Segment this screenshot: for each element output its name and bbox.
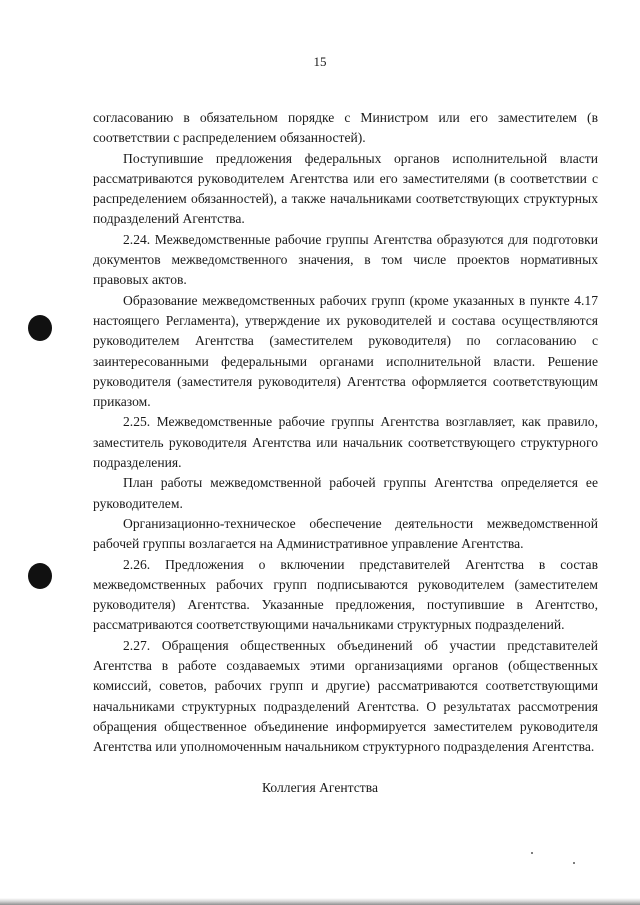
scan-speck xyxy=(531,852,533,854)
paragraph-2-27: 2.27. Обращения общественных объединений об участии представителей Агентства в работе создаваемых этими организациями органов (общественных комиссий, советов, рабочих групп и другие) рассматриваются соответствующими начальниками структурных подразделений Агентства. О результатах рассмотрения обращения общественное объединение информируется заместителем руководителя Агентства или уполномоченным начальником структурного подразделения Агентства. xyxy=(93,637,598,755)
paragraph-2-25: 2.25. Межведомственные рабочие группы Агентства возглавляет, как правило, заместитель руководителя Агентства или начальник соответствующего структурного подразделения. xyxy=(93,414,598,471)
paragraph-2-26: 2.26. Предложения о включении представителей Агентства в состав межведомственных рабочих групп подписываются руководителем (заместителем руководителя) Агентства. Указанные предложения, поступившие в Агентство, рассматриваются соответствующими начальниками структурных подразделений. xyxy=(93,556,598,633)
paragraph: Поступившие предложения федеральных органов исполнительной власти рассматриваются руководителем Агентства или его заместителями (в соответствии с распределением обязанностей), а также начальниками соответствующих структурных подразделений Агентства. xyxy=(93,150,598,227)
document-body xyxy=(93,108,598,758)
paragraph: Организационно-техническое обеспечение деятельности межведомственной рабочей группы возлагается на Административное управление Агентства. xyxy=(93,515,598,552)
punch-hole-mark xyxy=(28,315,52,341)
paragraph: План работы межведомственной рабочей группы Агентства определяется ее руководителем. xyxy=(93,475,598,511)
paragraph: Образование межведомственных рабочих групп (кроме указанных в пункте 4.17 настоящего Регламента), утверждение их руководителей и состава осуществляются руководителем Агентства (заместителем руководителя) по согласованию с заинтересованными федеральными органами исполнительной власти. Решение руководителя (заместителя руководителя) Агентства оформляется соответствующим приказом. xyxy=(93,292,598,410)
scan-speck xyxy=(573,862,575,864)
scan-bottom-edge xyxy=(0,898,640,905)
page-number: 15 xyxy=(313,54,327,69)
section-heading: Коллегия Агентства xyxy=(262,780,378,795)
paragraph-2-24: 2.24. Межведомственные рабочие группы Агентства образуются для подготовки документов межведомственного значения, в том числе проектов нормативных правовых актов. xyxy=(93,231,598,288)
punch-hole-mark xyxy=(28,563,52,589)
paragraph: согласованию в обязательном порядке с Министром или его заместителем (в соответствии с распределением обязанностей). xyxy=(93,110,598,146)
